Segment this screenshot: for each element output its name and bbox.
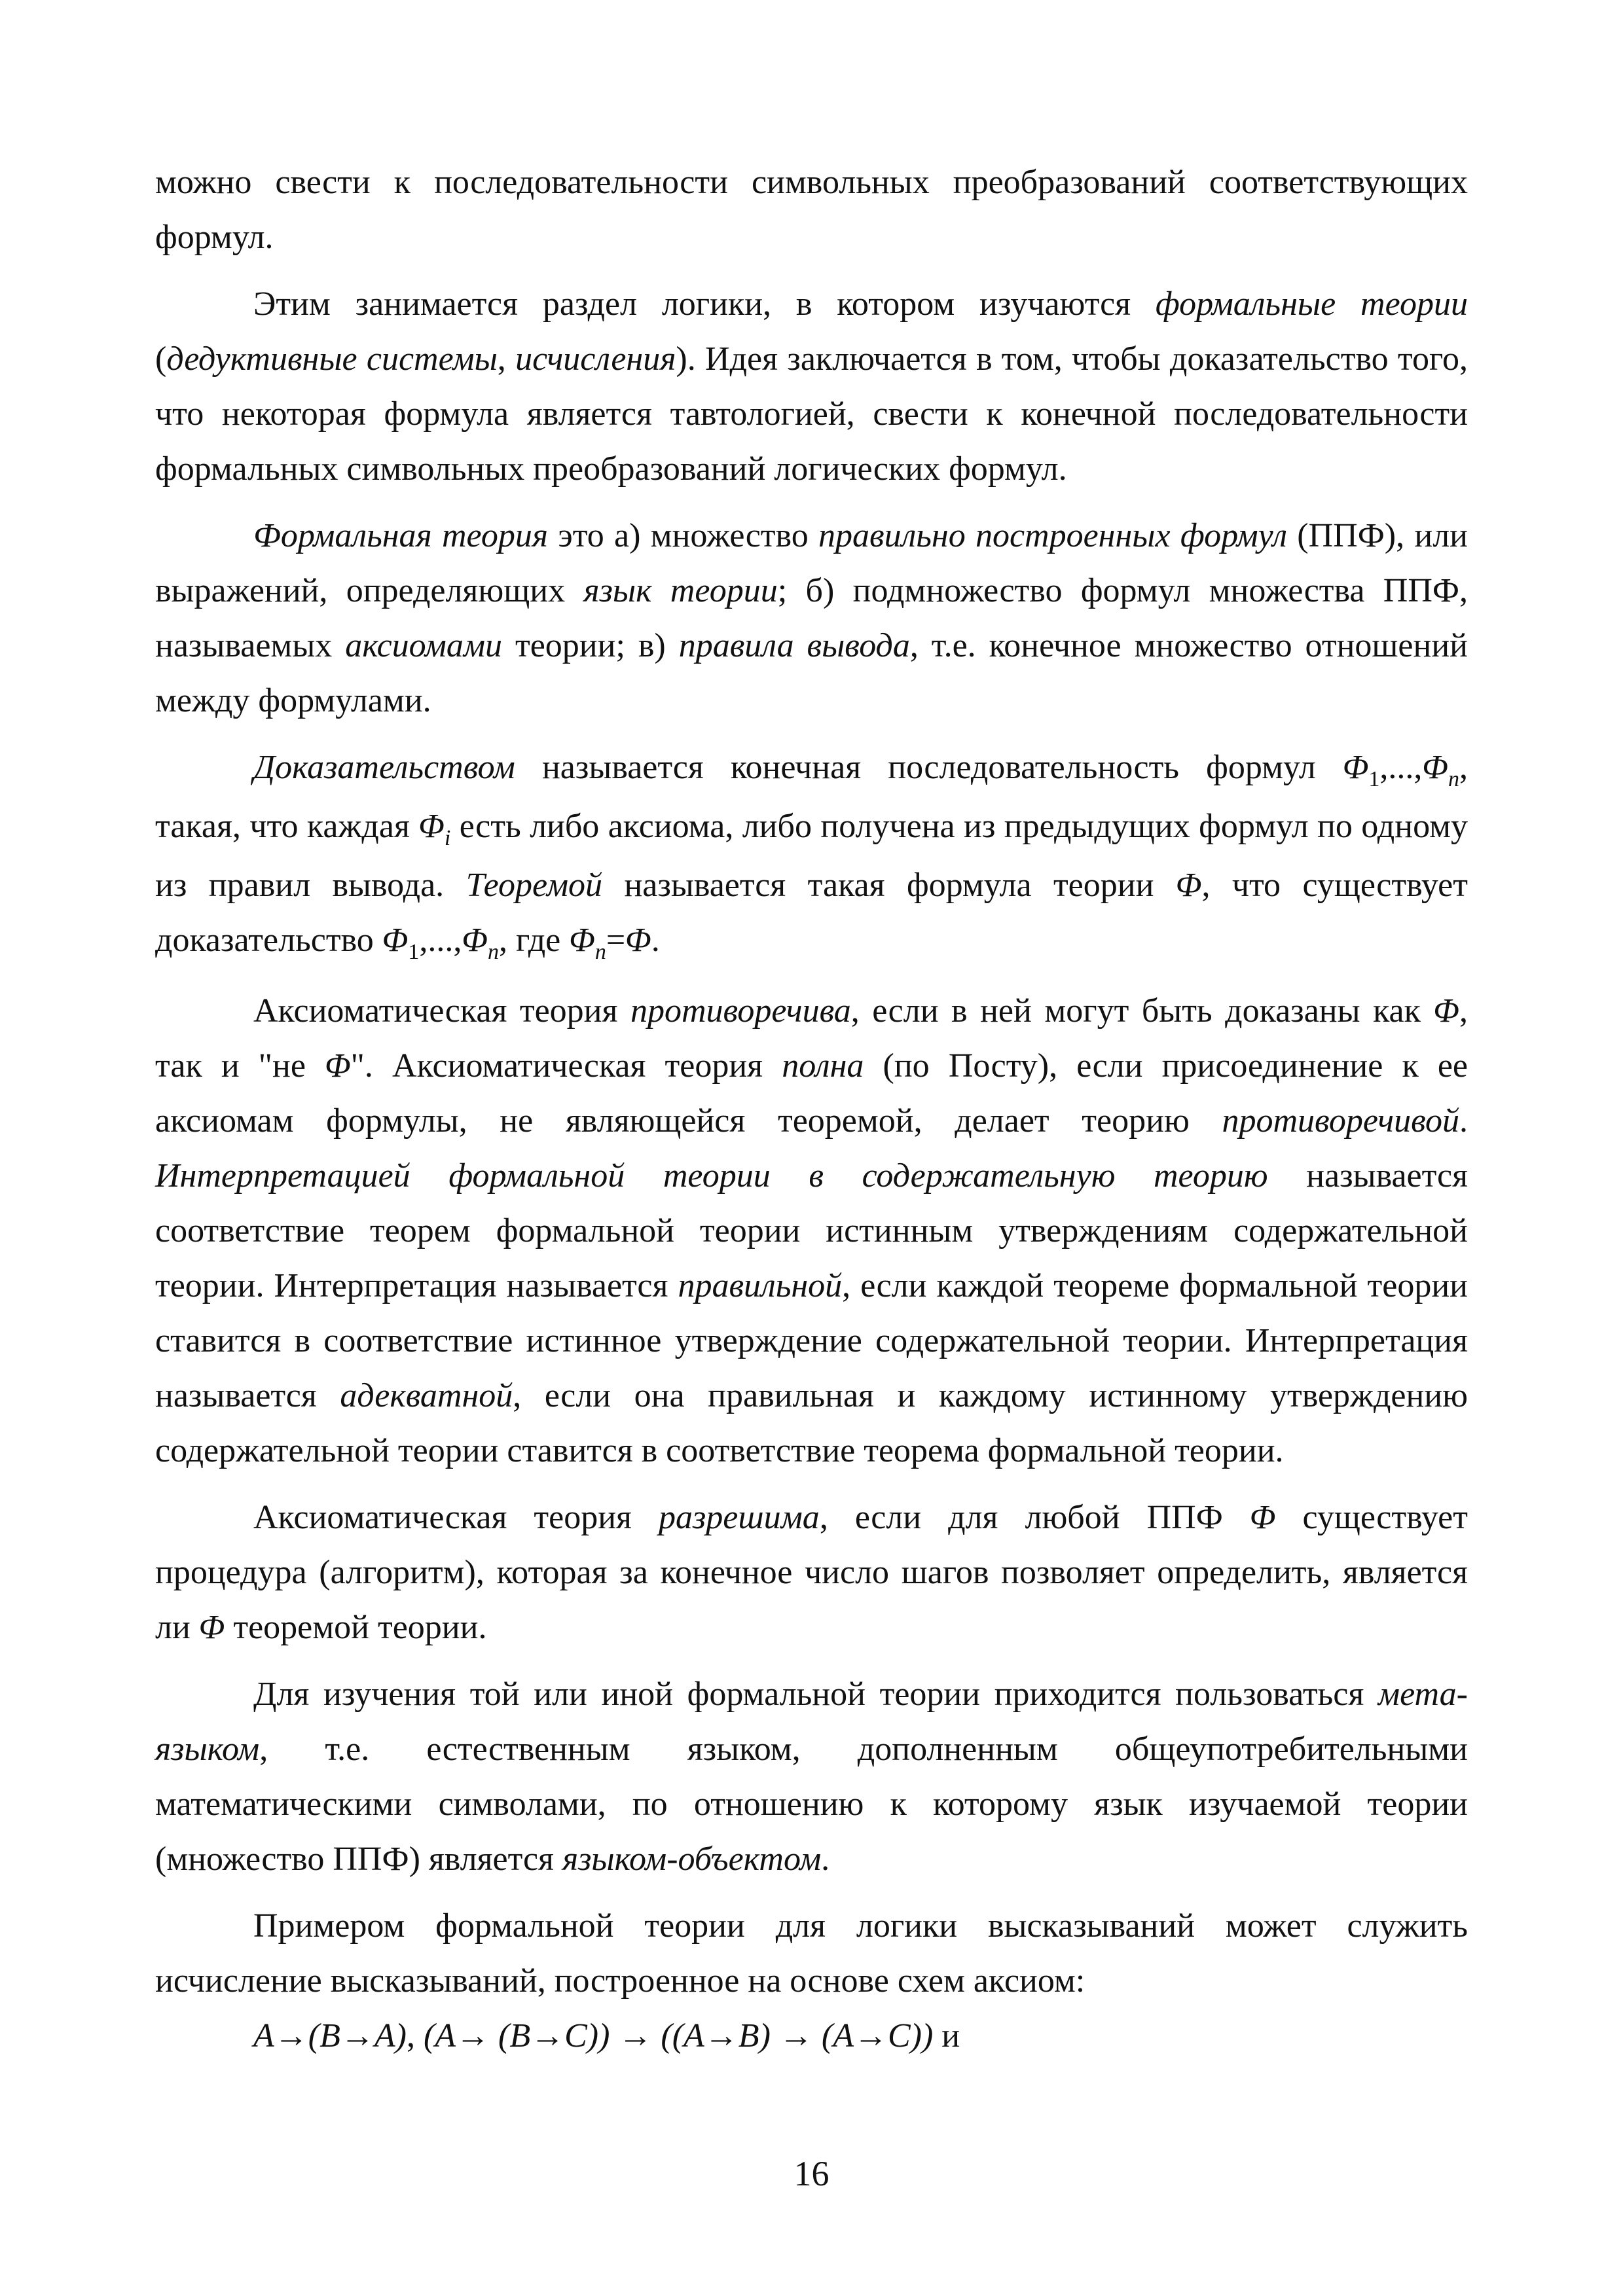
axiom-schemes-formula: A→(B→A), (A→ (B→C)) → ((A→B) → (A→C)) и [253,2017,960,2054]
paragraph-2: Этим занимается раздел логики, в котором изучаются формальные теории (дедуктивные системы, исчисления). Идея заключается в том, чтобы доказательство того, что некоторая формула является тавтологией, свести к конечной последовательности формальных символьных преобразований логических формул. [155,285,1468,488]
body-text [155,155,1468,2064]
paragraph-5: Аксиоматическая теория противоречива, если в ней могут быть доказаны как Φ, так и "не Φ". Аксиоматическая теория полна (по Посту), если присоединение к ее аксиомам формулы, не являющейся теоремой, делает теорию противоречивой. Интерпретацией формальной теории в содержательную теорию называется соответствие теорем формальной теории истинным утверждениям содержательной теории. Интерпретация называется правильной, если каждой теореме формальной теории ставится в соответствие истинное утверждение содержательной теории. Интерпретация называется адекватной, если она правильная и каждому истинному утверждению содержательной теории ставится в соответствие теорема формальной теории. [155,992,1468,1469]
paragraph-8: Примером формальной теории для логики высказываний может служить исчисление высказываний, построенное на основе схем аксиом: [155,1907,1468,2000]
paragraph-6: Аксиоматическая теория разрешима, если для любой ППФ Φ существует процедура (алгоритм), которая за конечное число шагов позволяет определить, является ли Φ теоремой теории. [155,1499,1468,1646]
paragraph-3: Формальная теория это а) множество правильно построенных формул (ППФ), или выражений, определяющих язык теории; б) подмножество формул множества ППФ, называемых аксиомами теории; в) правила вывода, т.е. конечное множество отношений между формулами. [155,517,1468,719]
paragraph-7: Для изучения той или иной формальной теории приходится пользоваться мета-языком, т.е. естественным языком, дополненным общеупотребительными математическими символами, по отношению к которому язык изучаемой теории (множество ППФ) является языком-объектом. [155,1676,1468,1878]
paragraph-1: можно свести к последовательности символьных преобразований соответствующих формул. [155,164,1468,256]
paragraph-4: Доказательством называется конечная последовательность формул $\Phi_1,...,\Phi_n$, такая, что каждая $\Phi_i$ есть либо аксиома, либо получена из предыдущих формул по одному из правил вывода. Теоремой называется такая формула теории Φ, что существует доказательство $\Phi_1,...,\Phi_n$, где $\Phi_n=\Phi$. [155,749,1468,964]
page-number: 16 [793,2154,830,2193]
